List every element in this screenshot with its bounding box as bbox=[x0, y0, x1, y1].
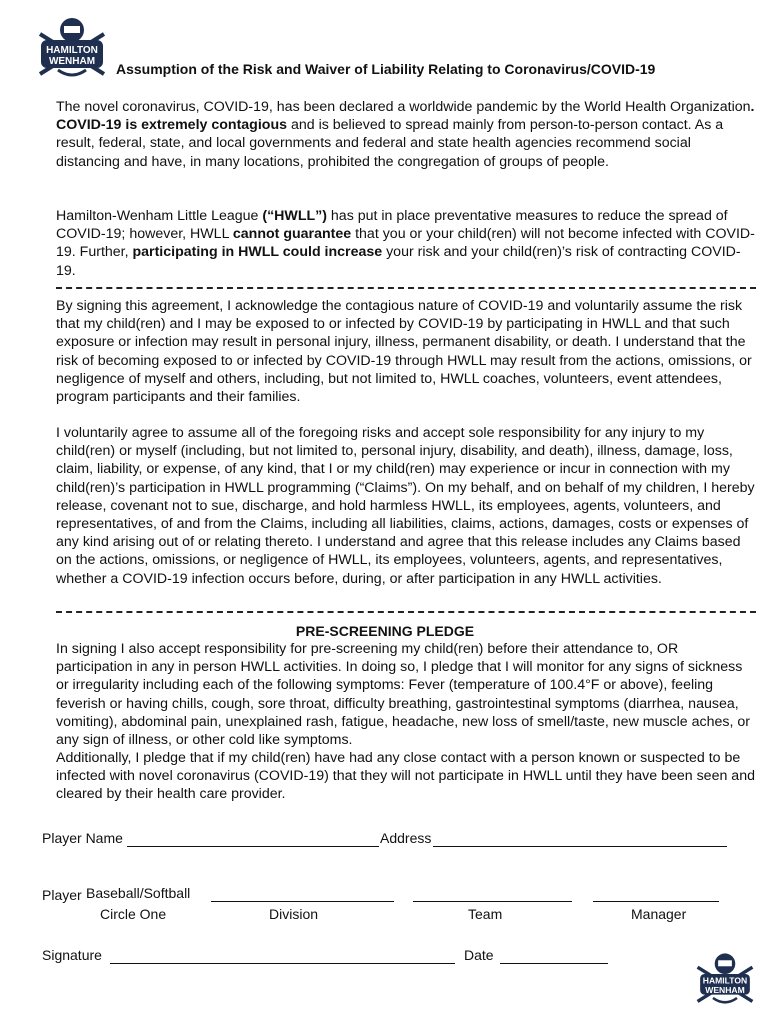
division-line[interactable] bbox=[211, 901, 394, 902]
address-line[interactable] bbox=[433, 846, 727, 847]
intro-section bbox=[56, 98, 756, 171]
division-caption: Division bbox=[269, 906, 319, 922]
intro-paragraph-2: Hamilton-Wenham Little League (“HWLL”) has put in place preventative measures to reduce the spread of COVID-19; however, HWLL cannot guarantee that you or your child(ren) will not become infected with COVID-19. Further, participating in HWLL could increase your risk and your child(ren)’s risk of contracting COVID-19. bbox=[56, 208, 755, 279]
hamilton-wenham-logo bbox=[36, 14, 108, 84]
agreement-paragraph-1: By signing this agreement, I acknowledge the contagious nature of COVID-19 and voluntarily assume the risk that my child(ren) and I may be exposed to or infected by COVID-19 by participating in HWLL and that such exposure or infection may result in personal injury, illness, permanent disability, or death. I understand that the risk of becoming exposed to or infected by COVID-19 through HWLL may result from the actions, omissions, or negligence of myself and others, including, but not limited to, HWLL coaches, volunteers, event attendees, program participants and their families. bbox=[56, 298, 752, 406]
document-title: Assumption of the Risk and Waiver of Liability Relating to Coronavirus/COVID-19 bbox=[116, 61, 656, 77]
date-line[interactable] bbox=[500, 963, 608, 964]
manager-caption: Manager bbox=[631, 906, 687, 922]
player-name-line[interactable] bbox=[127, 846, 379, 847]
dashed-separator bbox=[56, 287, 756, 289]
date-label: Date bbox=[464, 947, 494, 963]
intro-section-2 bbox=[56, 207, 756, 280]
pledge-paragraph-1: In signing I also accept responsibility for pre-screening my child(ren) before their attendance to, OR participation in any in person HWLL activities. In doing so, I pledge that I will monitor for any signs of sickness or irregularity including each of the following symptoms: Fever (temperature of 100.4°F or above), feeling feverish or having chills, cough, sore throat, difficulty breathing, gastrointestinal symptoms (diarrhea, nausea, vomiting), abdominal pain, unexplained rash, fatigue, headache, new loss of smell/taste, new muscle aches, or any sign of illness, or other cold like symptoms. bbox=[56, 641, 750, 749]
logo-line1: HAMILTON bbox=[46, 45, 98, 56]
pledge-paragraph-2: Additionally, I pledge that if my child(ren) have had any close contact with a person known or suspected to be infected with novel coronavirus (COVID-19) that they will not participate in HWLL until they have been seen and cleared by their health care provider. bbox=[56, 750, 755, 803]
team-line[interactable] bbox=[413, 901, 572, 902]
logo-line2: WENHAM bbox=[48, 56, 96, 67]
signature-label: Signature bbox=[42, 947, 102, 963]
team-caption: Team bbox=[468, 906, 503, 922]
circle-one-caption: Circle One bbox=[100, 906, 167, 922]
address-label: Address bbox=[380, 830, 432, 846]
baseball-softball-label: Baseball/Softball bbox=[86, 885, 191, 901]
agreement-paragraph-2: I voluntarily agree to assume all of the foregoing risks and accept sole responsibility for any injury to my child(ren) or myself (including, but not limited to, personal injury, disability, and death), illness, damage, loss, claim, liability, or expense, of any kind, that I or my child(ren) may experience or incur in connection with my child(ren)’s participation in HWLL programming (“Claims”). On my behalf, and on behalf of my children, I hereby release, covenant not to sue, discharge, and hold harmless HWLL, its employees, agents, volunteers, and representatives, of and from the Claims, including all liabilities, claims, actions, damages, costs or expenses of any kind arising out of or relating thereto. I understand and agree that this release includes any Claims based on the actions, omissions, or negligence of HWLL, its employees, volunteers, agents, and representatives, whether a COVID-19 infection occurs before, during, or after participation in any HWLL activities. bbox=[56, 425, 755, 587]
dashed-separator bbox=[56, 611, 756, 613]
manager-line[interactable] bbox=[593, 901, 719, 902]
intro-paragraph-1: The novel coronavirus, COVID-19, has been declared a worldwide pandemic by the World Health Organization. COVID-19 is extremely contagious and is believed to spread mainly from person-to-person contact. As a result, federal, state, and local governments and federal and state health agencies recommend social distancing and have, in many locations, prohibited the congregation of groups of people. bbox=[56, 99, 755, 170]
logo-small-line2: WENHAM bbox=[705, 984, 745, 995]
hamilton-wenham-logo-small bbox=[694, 950, 756, 1010]
player-label: Player bbox=[42, 887, 82, 903]
logo-small-line1: HAMILTON bbox=[702, 975, 748, 986]
player-name-label: Player Name bbox=[42, 830, 123, 846]
pledge-heading: PRE-SCREENING PLEDGE bbox=[295, 623, 475, 639]
signature-line[interactable] bbox=[110, 963, 455, 964]
